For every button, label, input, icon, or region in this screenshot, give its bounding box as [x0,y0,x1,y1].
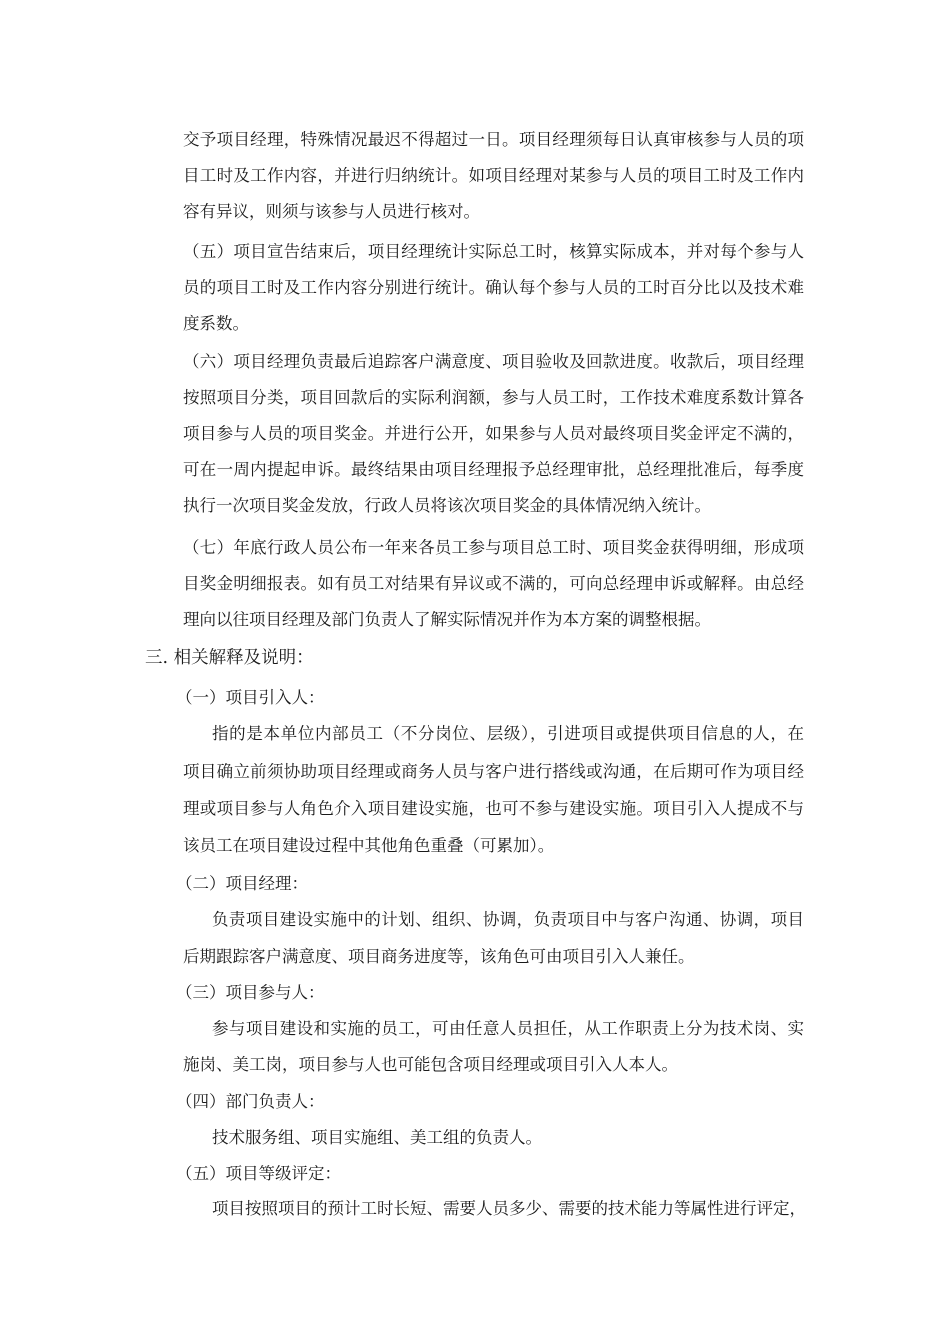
item-7-line: 目奖金明细报表。如有员工对结果有异议或不满的，可向总经理申诉或解释。由总经 [183,574,804,593]
subsection-body-line: 指的是本单位内部员工（不分岗位、层级），引进项目或提供项目信息的人，在 [212,724,804,743]
paragraph-line: 目工时及工作内容，并进行归纳统计。如项目经理对某参与人员的项目工时及工作内 [183,166,804,185]
paragraph-line: 容有异议，则须与该参与人员进行核对。 [183,202,480,221]
item-6-line: （六）项目经理负责最后追踪客户满意度、项目验收及回款进度。收款后，项目经理 [183,352,804,371]
section-heading: 三. 相关解释及说明： [145,648,314,668]
subsection-title: （五）项目等级评定： [176,1164,341,1183]
subsection-title: （三）项目参与人： [176,983,325,1002]
item-5-line: （五）项目宣告结束后，项目经理统计实际总工时，核算实际成本，并对每个参与人 [183,242,804,261]
item-6-line: 项目参与人员的项目奖金。并进行公开，如果参与人员对最终项目奖金评定不满的， [183,424,804,443]
subsection-body-line: 施岗、美工岗，项目参与人也可能包含项目经理或项目引入人本人。 [183,1055,678,1074]
item-5-line: 度系数。 [183,314,249,333]
subsection-body-line: 后期跟踪客户满意度、项目商务进度等，该角色可由项目引入人兼任。 [183,947,695,966]
item-7-line: 理向以往项目经理及部门负责人了解实际情况并作为本方案的调整根据。 [183,610,711,629]
item-6-line: 执行一次项目奖金发放，行政人员将该次项目奖金的具体情况纳入统计。 [183,496,711,515]
subsection-body-line: 项目按照项目的预计工时长短、需要人员多少、需要的技术能力等属性进行评定， [212,1199,806,1218]
item-5-line: 员的项目工时及工作内容分别进行统计。确认每个参与人员的工时百分比以及技术难 [183,278,804,297]
item-6-line: 按照项目分类，项目回款后的实际利润额，参与人员工时，工作技术难度系数计算各 [183,388,804,407]
subsection-body-line: 该员工在项目建设过程中其他角色重叠（可累加）。 [183,836,555,855]
subsection-body-line: 技术服务组、项目实施组、美工组的负责人。 [212,1128,542,1147]
item-6-line: 可在一周内提起申诉。最终结果由项目经理报予总经理审批，总经理批准后，每季度 [183,460,804,479]
paragraph-line: 交予项目经理，特殊情况最迟不得超过一日。项目经理须每日认真审核参与人员的项 [183,130,804,149]
subsection-title: （二）项目经理： [176,874,308,893]
subsection-body-line: 负责项目建设实施中的计划、组织、协调，负责项目中与客户沟通、协调，项目 [212,910,804,929]
item-7-line: （七）年底行政人员公布一年来各员工参与项目总工时、项目奖金获得明细，形成项 [183,538,804,557]
subsection-body-line: 理或项目参与人角色介入项目建设实施，也可不参与建设实施。项目引入人提成不与 [183,799,804,818]
subsection-title: （一）项目引入人： [176,688,325,707]
subsection-body-line: 参与项目建设和实施的员工，可由任意人员担任，从工作职责上分为技术岗、实 [212,1019,804,1038]
subsection-body-line: 项目确立前须协助项目经理或商务人员与客户进行搭线或沟通，在后期可作为项目经 [183,762,804,781]
subsection-title: （四）部门负责人： [176,1092,325,1111]
